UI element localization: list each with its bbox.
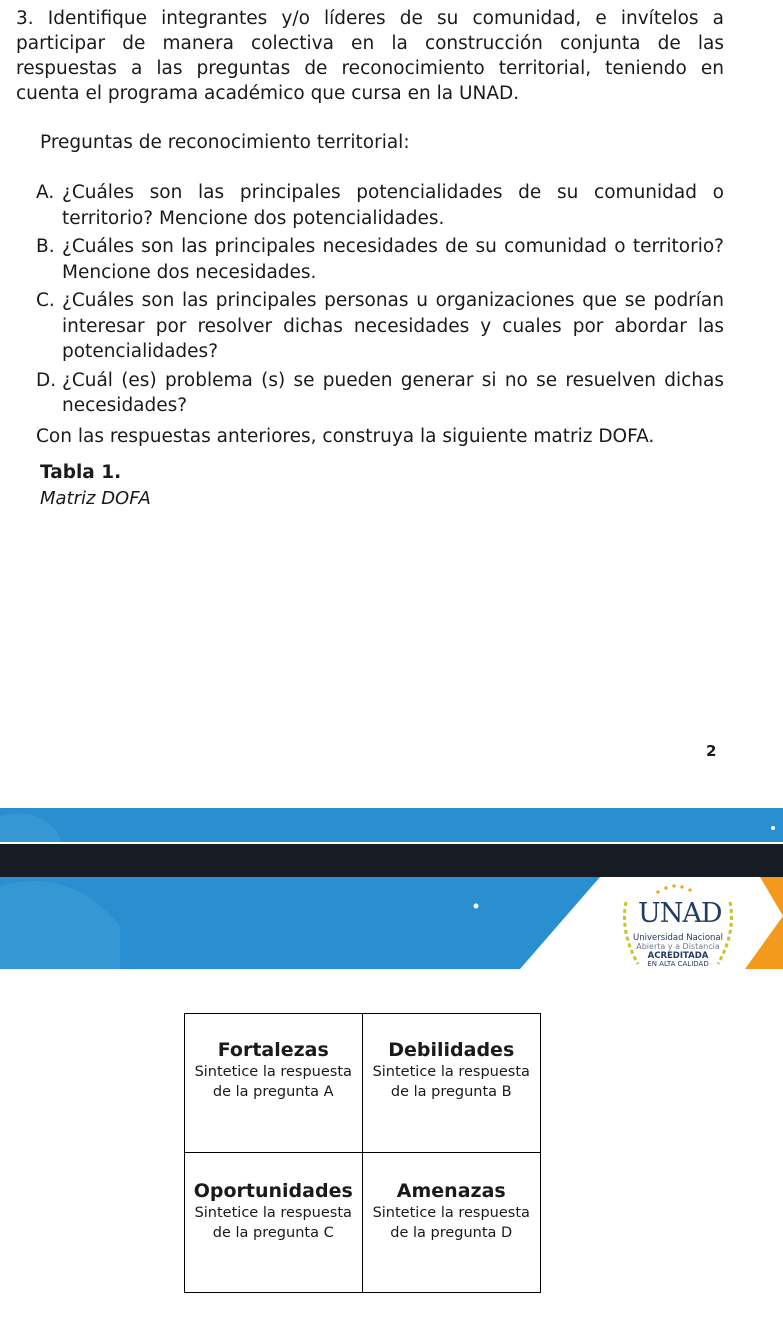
item-text: ¿Cuáles son las principales potencialidades de su comunidad o territorio? Mencione dos potencialidades. [62, 182, 724, 229]
cell-text: Sintetice la respuesta de la pregunta C [194, 1205, 352, 1241]
question-text: Identifique integrantes y/o líderes de su comunidad, e invítelos a participar de manera colectiva en la construcción conjunta de las respuestas a las preguntas de reconocimiento territorial, teniendo en cuenta el programa académico que cursa en la UNAD. [16, 8, 724, 104]
cell-title: Oportunidades [193, 1180, 353, 1202]
cell-text: Sintetice la respuesta de la pregunta A [194, 1064, 352, 1100]
question-list [36, 180, 724, 419]
list-item [36, 288, 724, 365]
cell-text: Sintetice la respuesta de la pregunta D [372, 1205, 530, 1241]
section-subheading: Preguntas de reconocimiento territorial: [40, 132, 410, 153]
footer-band [0, 806, 783, 972]
cell-text: Sintetice la respuesta de la pregunta B [372, 1064, 530, 1100]
table-subtitle: Matriz DOFA [40, 488, 151, 509]
dofa-matrix [184, 1013, 541, 1293]
page-number: 2 [706, 742, 717, 760]
item-letter: A. [36, 182, 55, 203]
table-title: Tabla 1. [40, 462, 122, 483]
cell-title: Amenazas [396, 1180, 506, 1202]
item-text: ¿Cuáles son las principales necesidades de su comunidad o territorio? Mencione dos necesidades. [62, 236, 724, 283]
question-number: 3. [16, 8, 34, 29]
item-letter: D. [36, 369, 57, 391]
logo-wordmark: UNAD [638, 898, 722, 929]
item-text: ¿Cuáles son las principales personas u organizaciones que se podrían interesar por resolver dichas necesidades y cuales por abordar las potencialidades? [62, 290, 724, 362]
logo-line2: Abierta y a Distancia [636, 942, 720, 951]
logo-accreditation: ACREDITADA [647, 951, 709, 961]
cell-title: Fortalezas [217, 1039, 329, 1061]
logo-accreditation-sub: EN ALTA CALIDAD [647, 960, 709, 968]
dofa-cell-amenazas [363, 1153, 541, 1292]
question-heading [16, 6, 724, 106]
unad-logo [618, 882, 738, 972]
item-text: ¿Cuál (es) problema (s) se pueden generar si no se resuelven dichas necesidades? [62, 369, 724, 416]
item-letter: B. [36, 236, 55, 257]
cell-title: Debilidades [388, 1039, 515, 1061]
list-item [36, 180, 724, 231]
dofa-cell-fortalezas [185, 1014, 363, 1153]
list-item [36, 368, 724, 419]
logo-line1: Universidad Nacional [633, 933, 723, 943]
instruction-text: Con las respuestas anteriores, construya la siguiente matriz DOFA. [36, 426, 655, 447]
dofa-cell-oportunidades [185, 1153, 363, 1292]
dofa-cell-debilidades [363, 1014, 541, 1153]
item-letter: C. [36, 290, 55, 311]
list-item [36, 234, 724, 285]
